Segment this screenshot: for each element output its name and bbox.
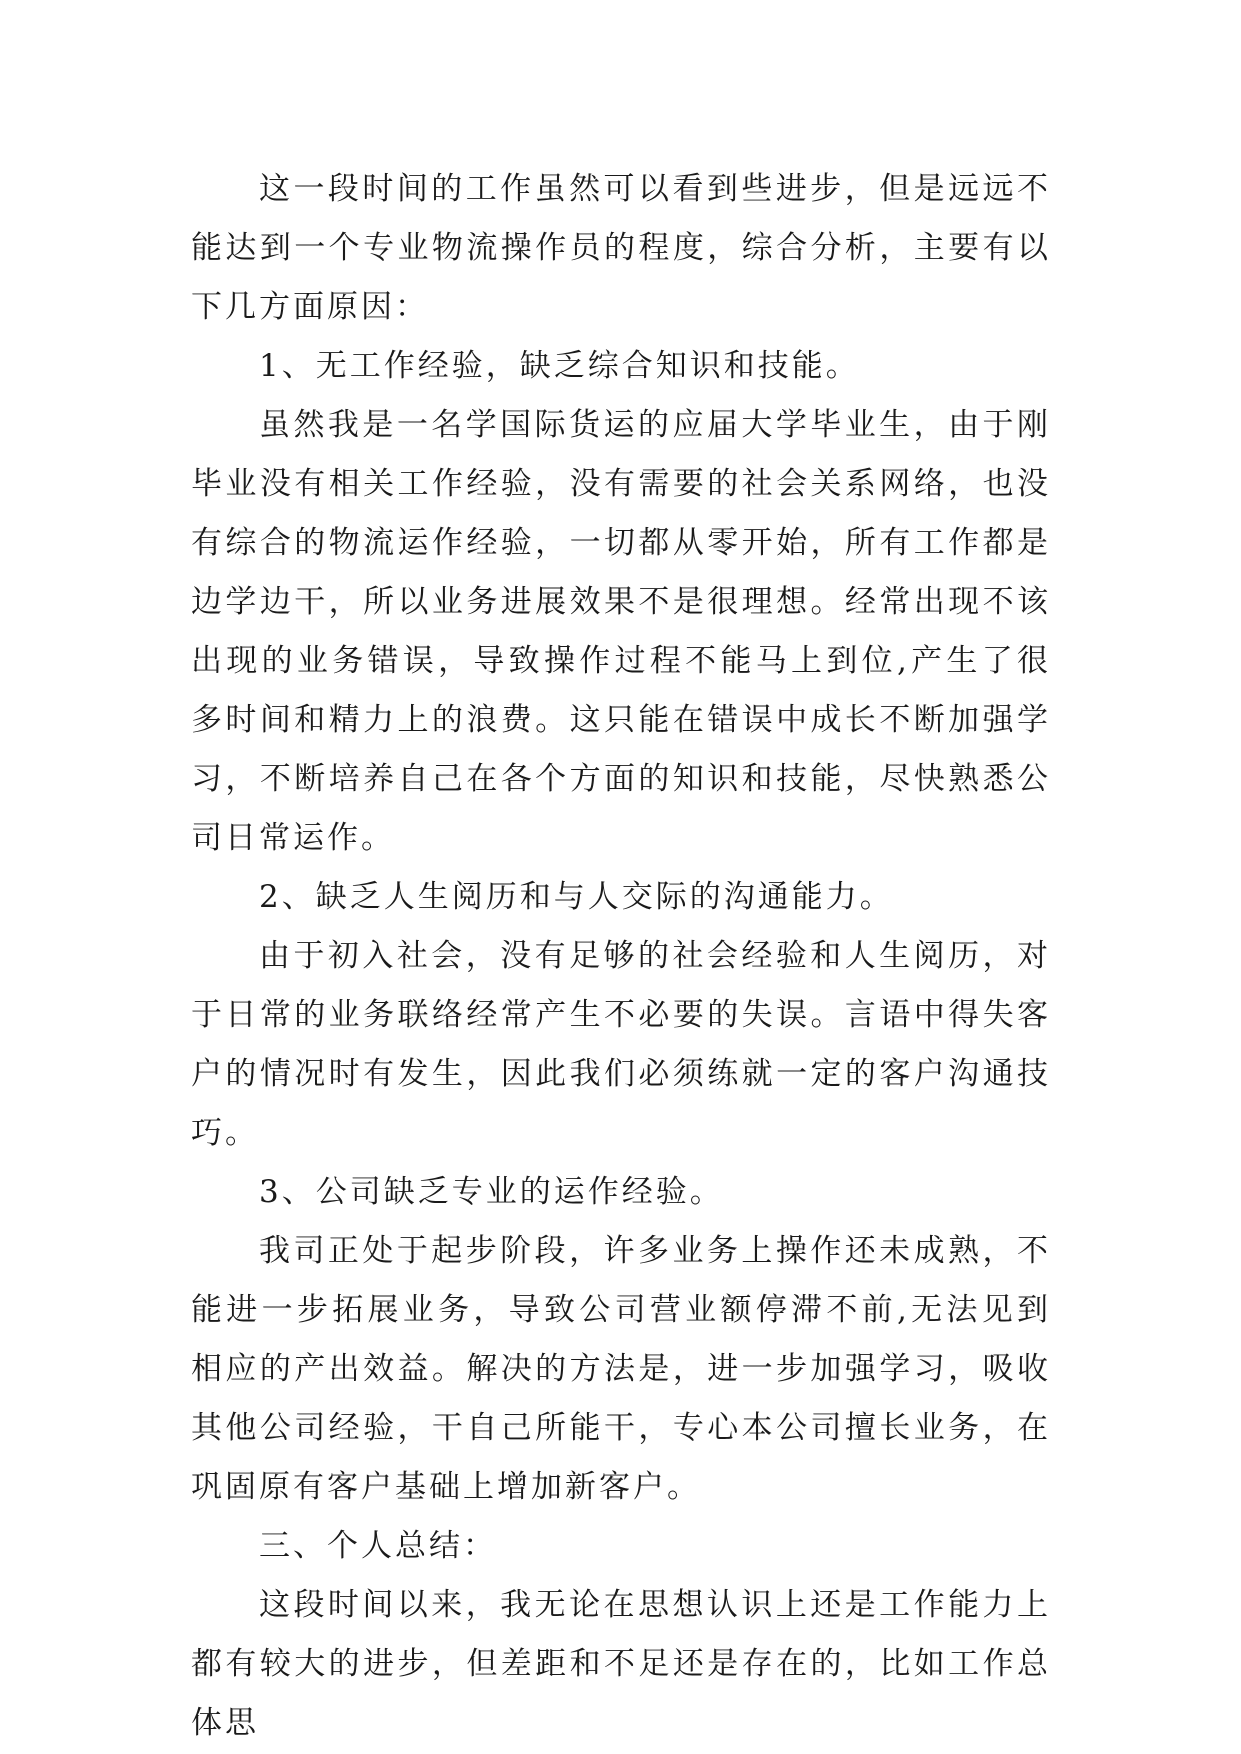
heading-personal-summary: 三、个人总结： xyxy=(259,1528,497,1564)
heading-no-experience: 1、无工作经验，缺乏综合知识和技能。 xyxy=(259,348,860,384)
paragraph-communication: 由于初入社会，没有足够的社会经验和人生阅历，对于日常的业务联络经常产生不必要的失误。言语中得失客户的情况时有发生，因此我们必须练就一定的客户沟通技巧。 xyxy=(191,938,1051,1151)
heading-communication: 2、缺乏人生阅历和与人交际的沟通能力。 xyxy=(259,879,894,915)
heading-company-experience: 3、公司缺乏专业的运作经验。 xyxy=(259,1174,724,1210)
paragraph-company-experience: 我司正处于起步阶段，许多业务上操作还未成熟，不能进一步拓展业务，导致公司营业额停滞不前,无法见到相应的产出效益。解决的方法是，进一步加强学习，吸收其他公司经验，干自己所能干，专心本公司擅长业务，在巩固原有客户基础上增加新客户。 xyxy=(191,1233,1051,1505)
paragraph-personal-summary: 这段时间以来，我无论在思想认识上还是工作能力上都有较大的进步，但差距和不足还是存在的，比如工作总体思 xyxy=(191,1587,1051,1741)
paragraph-no-experience: 虽然我是一名学国际货运的应届大学毕业生，由于刚毕业没有相关工作经验，没有需要的社会关系网络，也没有综合的物流运作经验，一切都从零开始，所有工作都是边学边干，所以业务进展效果不是很理想。经常出现不该出现的业务错误，导致操作过程不能马上到位,产生了很多时间和精力上的浪费。这只能在错误中成长不断加强学习，不断培养自己在各个方面的知识和技能，尽快熟悉公司日常运作。 xyxy=(191,407,1051,856)
paragraph-causes-intro: 这一段时间的工作虽然可以看到些进步，但是远远不能达到一个专业物流操作员的程度，综合分析，主要有以下几方面原因： xyxy=(191,171,1051,325)
document-body xyxy=(191,160,1051,1753)
